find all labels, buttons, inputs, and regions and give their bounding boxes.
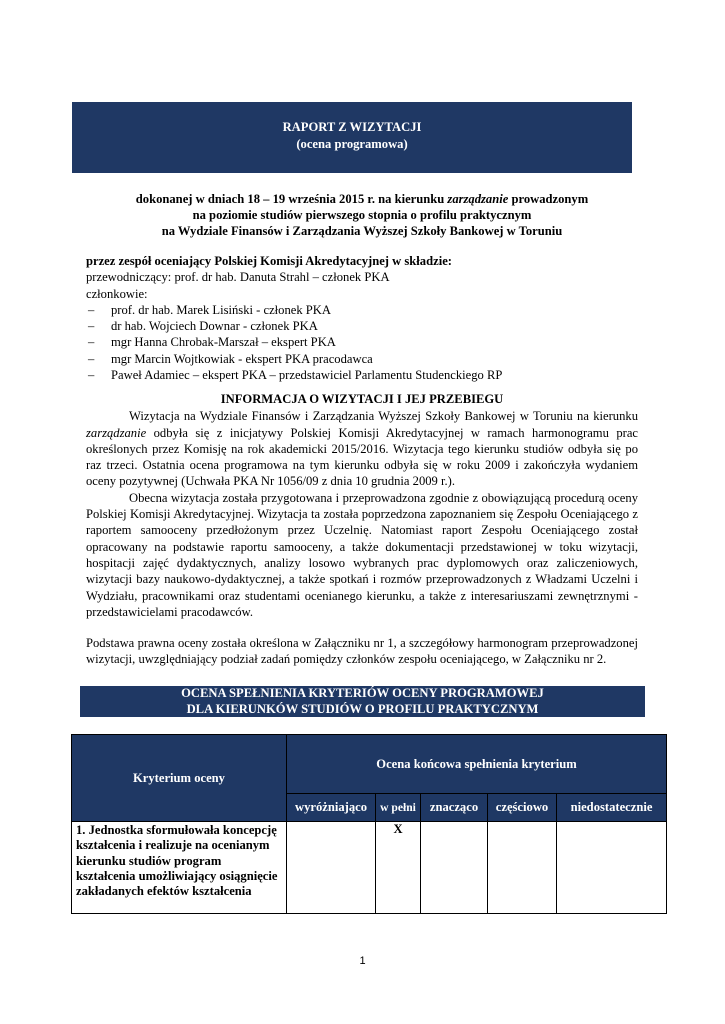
- members-list: [86, 302, 646, 383]
- visit-details: [86, 191, 638, 239]
- grade-header: niedostatecznie: [557, 794, 667, 822]
- dash-bullet: –: [88, 319, 95, 334]
- dash-bullet: –: [88, 368, 95, 383]
- grade-header: w pełni: [376, 794, 421, 822]
- criterion-header: Kryterium oceny: [72, 735, 287, 822]
- grade-cell: [557, 822, 667, 914]
- members-label: członkowie:: [86, 286, 148, 301]
- grade-cell: [287, 822, 376, 914]
- section-heading: INFORMACJA O WIZYTACJI I JEJ PRZEBIEGU: [220, 392, 504, 406]
- criterion-cell: 1. Jednostka sformułowała koncepcję kształcenia i realizuje na ocenianym kierunku studiów program kształcenia umożliwiający osiągnięcie zakładanych efektów kształcenia: [72, 822, 287, 914]
- grade-cell: X: [376, 822, 421, 914]
- paragraph: Obecna wizytacja została przygotowana i przeprowadzona zgodnie z obowiązującą procedurą oceny Polskiej Komisji Akredytacyjnej. Wizytacja ta została poprzedzona zapoznaniem się Zespołu Oceniającego z raportem samooceny przedłożonym przez Uczelnię. Natomiast raport Zespołu Oceniającego został opracowany na podstawie raportu samooceny, a także dokumentacji przedstawionej w toku wizytacji, hospitacji zajęć dydaktycznych, analizy losowo wybranych prac dyplomowych oraz zaliczeniowych, wizytacji bazy naukowo-dydaktycznej, a także spotkań i rozmów przeprowadzonych z Władzami Uczelni i Wydziału, pracownikami oraz studentami ocenianego kierunku, a także z interesariuszami zewnętrznymi - przedstawicielami pracodawców.: [86, 490, 638, 619]
- dash-bullet: –: [88, 351, 95, 366]
- dash-bullet: –: [88, 302, 95, 317]
- page-number: 1: [359, 955, 366, 967]
- team-chair: przewodniczący: prof. dr hab. Danuta Strahl – członek PKA: [86, 270, 390, 285]
- list-item: – mgr Hanna Chrobak-Marszał – ekspert PKA: [88, 335, 336, 350]
- report-title: RAPORT Z WIZYTACJI: [282, 120, 422, 134]
- study-level-line: na poziomie studiów pierwszego stopnia o profilu praktycznym: [192, 208, 532, 222]
- list-item: – prof. dr hab. Marek Lisiński - członek PKA: [88, 302, 331, 317]
- table-row: [72, 822, 667, 914]
- grade-header: znacząco: [421, 794, 488, 822]
- visit-dates-line: dokonanej w dniach 18 – 19 września 2015 r. na kierunku zarządzanie prowadzonym: [135, 192, 589, 206]
- list-item: – dr hab. Wojciech Downar - członek PKA: [88, 319, 318, 334]
- paragraph: Podstawa prawna oceny została określona w Załączniku nr 1, a szczegółowy harmonogram przeprowadzonej wizytacji, uwzględniający podział zadań pomiędzy członków zespołu oceniającego, w Załączniku nr 2.: [86, 636, 638, 667]
- field-of-study: zarządzanie: [447, 192, 509, 206]
- faculty-line: na Wydziale Finansów i Zarządzania Wyższej Szkoły Bankowej w Toruniu: [161, 224, 563, 238]
- visit-information: [86, 391, 638, 668]
- list-item: – mgr Marcin Wojtkowiak - ekspert PKA pracodawca: [88, 351, 373, 366]
- report-subtitle: (ocena programowa): [296, 137, 408, 151]
- dash-bullet: –: [88, 335, 95, 350]
- paragraph: Wizytacja na Wydziale Finansów i Zarządzania Wyższej Szkoły Bankowej w Toruniu na kierunku zarządzanie odbyła się z inicjatywy Polskiej Komisji Akredytacyjnej w ramach harmonogramu prac określonych przez Komisję na rok akademicki 2015/2016. Wizytacja tego kierunku studiów odbyła się po raz trzeci. Ostatnia ocena programowa na tym kierunku odbyła się w roku 2009 i zakończyła wydaniem oceny pozytywnej (Uchwała PKA Nr 1056/09 z dnia 10 grudnia 2009 r.).: [86, 409, 638, 489]
- team-heading: przez zespół oceniający Polskiej Komisji Akredytacyjnej w składzie:: [86, 254, 452, 268]
- final-grade-header: Ocena końcowa spełnienia kryterium: [287, 735, 667, 794]
- grade-cell: [488, 822, 557, 914]
- evaluation-team: [86, 253, 646, 383]
- grade-header: wyróżniająco: [287, 794, 376, 822]
- criteria-section-banner: OCENA SPEŁNIENIA KRYTERIÓW OCENY PROGRAMOWEJ DLA KIERUNKÓW STUDIÓW O PROFILU PRAKTYCZNYM: [80, 686, 645, 717]
- report-title-banner: [72, 102, 632, 173]
- criteria-table: [71, 734, 667, 914]
- grade-header: częściowo: [488, 794, 557, 822]
- grade-cell: [421, 822, 488, 914]
- list-item: – Paweł Adamiec – ekspert PKA – przedstawiciel Parlamentu Studenckiego RP: [88, 368, 503, 383]
